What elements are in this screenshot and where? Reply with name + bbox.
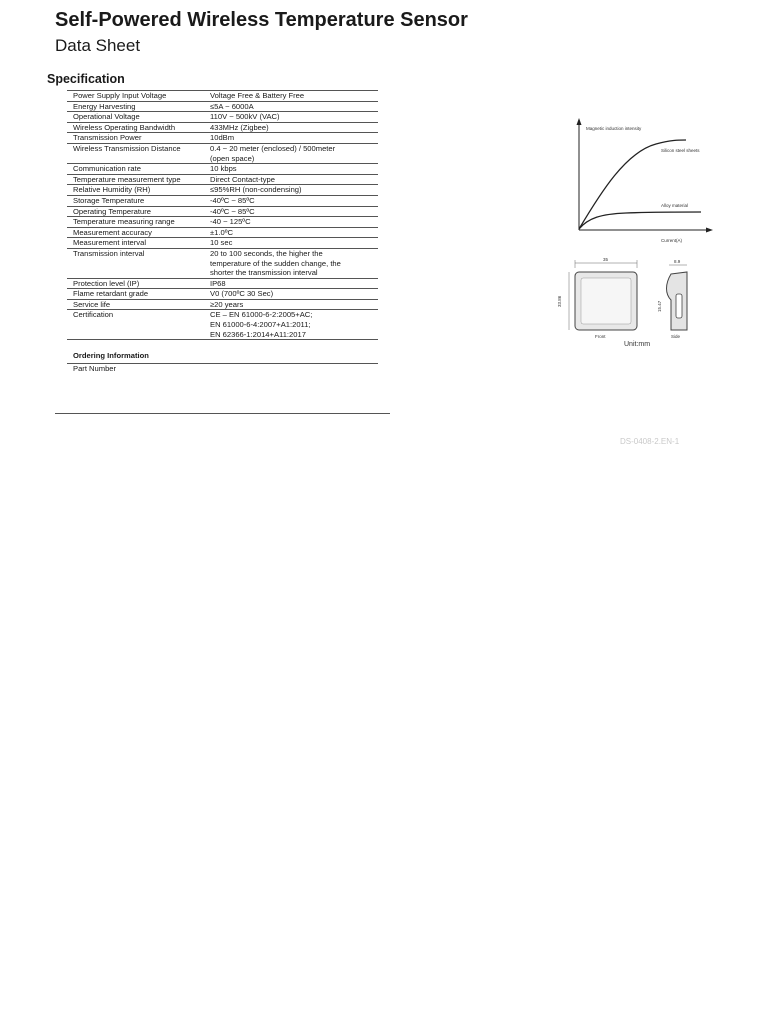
spec-value: V0 (700ºC 30 Sec) <box>204 289 378 300</box>
spec-value: -40ºC ~ 85ºC <box>204 206 378 217</box>
x-axis-arrow-icon <box>706 228 713 233</box>
spec-key: Wireless Transmission Distance <box>67 143 204 163</box>
spec-key: Communication rate <box>67 164 204 175</box>
spec-row <box>67 122 378 133</box>
spec-key: Service life <box>67 299 204 310</box>
spec-value: ≥20 years <box>204 299 378 310</box>
ordering-cell <box>204 349 378 363</box>
y-axis-label: Magnetic induction intensity <box>586 126 642 131</box>
spec-value: ±1.0ºC <box>204 227 378 238</box>
magnetic-curve-figure <box>566 112 716 244</box>
ordering-heading: Ordering Information <box>67 349 204 363</box>
spec-value: IP68 <box>204 278 378 289</box>
spec-row <box>67 164 378 175</box>
spec-key: Temperature measuring range <box>67 217 204 228</box>
spec-value: Voltage Free & Battery Free <box>204 91 378 102</box>
front-label: Front <box>595 334 606 339</box>
spec-value <box>204 310 378 340</box>
spec-key: Flame retardant grade <box>67 289 204 300</box>
sensor-side-slot <box>676 294 682 318</box>
spec-row <box>67 143 378 163</box>
specification-heading: Specification <box>47 72 125 86</box>
spec-row <box>67 112 378 123</box>
spec-key: Measurement accuracy <box>67 227 204 238</box>
spec-row <box>67 174 378 185</box>
side-height-label: 15.47 <box>657 300 662 312</box>
part-number-label: Part Number <box>73 363 117 373</box>
sensor-front-face <box>581 278 631 324</box>
spec-key: Transmission interval <box>67 248 204 278</box>
spec-value-line: (open space) <box>210 153 255 163</box>
spec-key: Wireless Operating Bandwidth <box>67 122 204 133</box>
alloy-curve <box>579 212 701 229</box>
spec-row <box>67 217 378 228</box>
document-code: DS-0408-2.EN-1 <box>620 437 680 446</box>
spec-key: Energy Harvesting <box>67 101 204 112</box>
document-title: Self-Powered Wireless Temperature Sensor <box>55 9 468 31</box>
dimension-drawing <box>553 254 713 350</box>
spec-value-line: shorter the transmission interval <box>210 268 318 278</box>
spacer-cell <box>204 340 378 350</box>
spec-key: Relative Humidity (RH) <box>67 185 204 196</box>
spec-value: ≤95%RH (non-condensing) <box>204 185 378 196</box>
spec-value: 10dBm <box>204 133 378 144</box>
spec-row <box>67 310 378 340</box>
side-label: Side <box>671 334 681 339</box>
upper-curve-label: Silicon steel sheets <box>661 148 700 153</box>
spec-key: Operating Temperature <box>67 206 204 217</box>
spec-row <box>67 248 378 278</box>
spec-value: ≤5A ~ 6000A <box>204 101 378 112</box>
spec-key: Protection level (IP) <box>67 278 204 289</box>
spec-value: -40 ~ 125ºC <box>204 217 378 228</box>
spec-value-line: temperature of the sudden change, the <box>210 258 341 268</box>
spec-value <box>204 143 378 163</box>
spec-row <box>67 133 378 144</box>
unit-label: Unit:mm <box>624 341 651 348</box>
spec-row <box>67 289 378 300</box>
lower-curve-label: Alloy material <box>661 203 689 208</box>
height-label: 33.86 <box>557 295 562 307</box>
spec-value-line: 20 to 100 seconds, the higher the <box>210 248 323 258</box>
spec-value <box>204 248 378 278</box>
y-axis-arrow-icon <box>577 118 582 125</box>
spacer-cell <box>67 340 204 350</box>
spec-value: Direct Contact-type <box>204 174 378 185</box>
spacer-row <box>67 340 378 350</box>
spec-row <box>67 195 378 206</box>
spec-row <box>67 185 378 196</box>
spec-key: Operational Voltage <box>67 112 204 123</box>
part-number-value <box>204 363 378 373</box>
spec-value-line: 0.4 ~ 20 meter (enclosed) / 500meter <box>210 143 336 153</box>
part-number-row <box>67 363 378 373</box>
document-subtitle: Data Sheet <box>55 36 141 55</box>
spec-key: Storage Temperature <box>67 195 204 206</box>
bottom-rule <box>55 413 390 414</box>
silicon-steel-curve <box>579 140 689 229</box>
spec-key: Certification <box>67 310 204 340</box>
width-label: 35 <box>603 257 609 262</box>
spec-value: 10 sec <box>204 238 378 249</box>
spec-row <box>67 238 378 249</box>
spec-row <box>67 227 378 238</box>
spec-value: 10 kbps <box>204 164 378 175</box>
spec-row <box>67 206 378 217</box>
spec-key: Measurement interval <box>67 238 204 249</box>
depth-label: 8.9 <box>674 259 681 264</box>
spec-value-line: EN 61000-6-4:2007+A1:2011; <box>210 320 311 330</box>
spec-row <box>67 299 378 310</box>
x-axis-label: Current(A) <box>661 238 683 243</box>
spec-value: 433MHz (Zigbee) <box>204 122 378 133</box>
spec-key: Temperature measurement type <box>67 174 204 185</box>
spec-key: Transmission Power <box>67 133 204 144</box>
spec-value: -40ºC ~ 85ºC <box>204 195 378 206</box>
spec-value-line: EN 62366-1:2014+A11:2017 <box>210 329 306 339</box>
spec-row <box>67 101 378 112</box>
ordering-row <box>67 349 378 363</box>
spec-value-line: CE – EN 61000-6-2:2005+AC; <box>210 310 313 320</box>
specification-table <box>67 90 378 373</box>
spec-row <box>67 278 378 289</box>
spec-value: 110V ~ 500kV (VAC) <box>204 112 378 123</box>
spec-row <box>67 91 378 102</box>
spec-key: Power Supply Input Voltage <box>67 91 204 102</box>
